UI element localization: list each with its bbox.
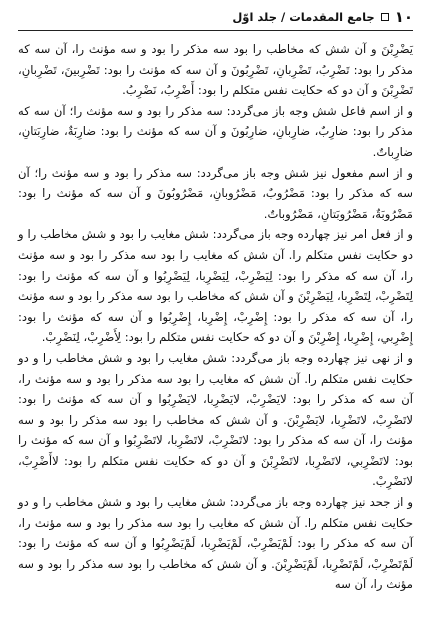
paragraph: و از اسم فاعل شش وجه باز می‌گردد: سه مذکر را بود و سه مؤنث را؛ آن سه که مذکر را بود: ضارِبٌ، ضارِبانِ، ضارِبُونَ و آن سه که مؤنث را بود: ضارِبَةٌ، ضارِبَتانِ، ضارِباتٌ. [18,103,413,159]
paragraph: يَضْرِبْنَ و آن شش که مخاطب را بود سه مذکر را بود و سه مؤنث را، آن سه که مذکر را بود: تَضْرِبُ، تَضْرِبانِ، تَضْرِبُونَ و آن سه که مؤنث را بود: تَضْرِبينَ، تَضْرِبانِ، تَضْرِبْنَ و آن دو که حکایت نفس متکلم را بود: أَضْرِبُ، نَضْرِبُ. [18,42,413,98]
paragraph: و از اسم مفعول نیز شش وجه باز می‌گردد: سه مذکر را بود و سه مؤنث را؛ آن سه که مذکر را بود: مَضْرُوبٌ، مَضْرُوبانِ، مَضْرُوبُونَ و آن سه که مؤنث را بود: مَضْرُوبَةٌ، مَضْرُوبَتانِ، مَضْرُوباتٌ. [18,165,413,221]
running-title: جامع المقدمات / جلد اوّل [232,10,375,24]
square-bullet-icon [381,13,389,21]
page-header [18,6,413,28]
paragraph: و از فعل امر نیز چهارده وجه باز می‌گردد: شش مغایب را بود و شش مخاطب را و دو حکایت نفس متکلم را. آن شش که مغایب را بود سه مذکر را بود و سه مؤنث را، آن سه که مذکر را بود: لِيَضْرِبْ، لِيَضْرِبا، لِيَضْرِبُوا و آن سه که مؤنث را بود: لِتَضْرِبْ، لِتَضْرِبا، لِيَضْرِبْنَ و آن شش که مخاطب را بود سه مذکر را بود و سه مؤنث را، آن سه که مذکر را بود: إِضْرِبْ، إِضْرِبا، إِضْرِبُوا و آن سه که مؤنث را بود: إِضْرِبي، إِضْرِبا، إِضْرِبْنَ و آن دو که حکایت نفس متکلم را بود: لِأَضْرِبْ، لِنَضْرِبْ. [18,227,413,345]
page-number: ١٠ [394,8,413,26]
header-divider [18,30,413,31]
paragraph: و از نهی نیز چهارده وجه باز می‌گردد: شش مغایب را بود و شش مخاطب را و دو حکایت نفس متکلم را. آن شش که مغایب را بود سه مذکر را بود و سه مؤنث را، آن سه که مذکر را بود: لایَضْرِبْ، لایَضْرِبا، لایَضْرِبُوا و آن سه که مؤنث را بود: لاتَضْرِبْ، لاتَضْرِبا، لایَضْرِبْنَ. و آن شش که مخاطب را بود سه مذکر را بود و سه مؤنث را، آن سه که مذکر را بود: لاتَضْرِبْ، لاتَضْرِبا، لاتَضْرِبُوا و آن سه که مؤنث را بود: لاتَضْرِبي، لاتَضْرِبا، لاتَضْرِبْنَ و آن دو که حکایت نفس متکلم را بود: لاأَضْرِبْ، لانَضْرِبْ. [18,350,413,489]
body-text [18,39,413,595]
paragraph: و از جحد نیز چهارده وجه باز می‌گردد: شش مغایب را بود و شش مخاطب را و دو حکایت نفس متکلم را. آن شش که مغایب را بود سه مذکر را بود و سه مؤنث را، آن سه که مذکر را بود: لَمْ‌يَضْرِبْ، لَمْ‌يَضْرِبا، لَمْ‌يَضْرِبُوا و آن سه که مؤنث را بود: لَمْ‌تَضْرِبْ، لَمْ‌تَضْرِبا، لَمْ‌يَضْرِبْنَ. و آن شش که مخاطب را بود سه مذکر را بود و سه مؤنث را، آن سه [18,495,413,592]
